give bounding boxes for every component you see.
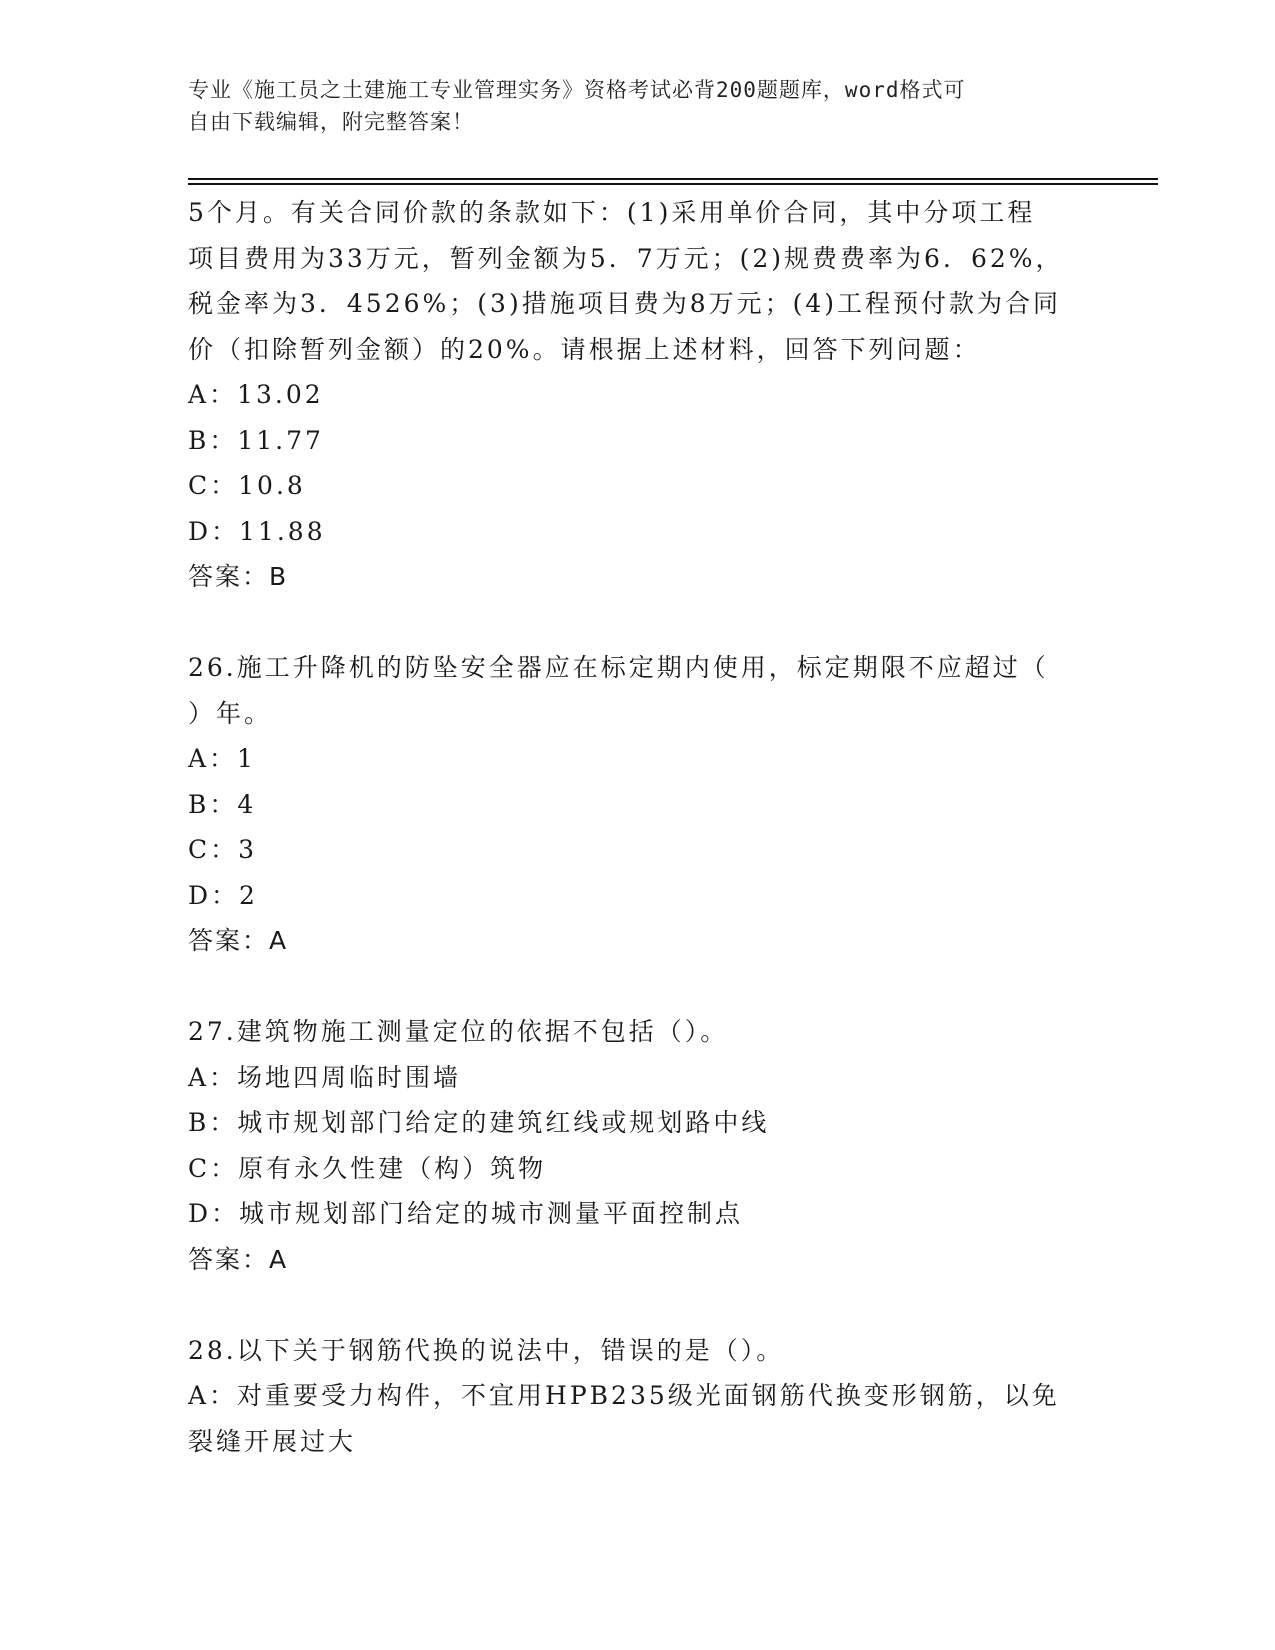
- question-text: ）年。: [188, 698, 273, 728]
- question-27: [188, 1009, 1088, 1282]
- header-title-line-2: 自由下载编辑，附完整答案！: [188, 110, 474, 134]
- option-d: D：2: [188, 880, 258, 910]
- header-rule-bottom: [188, 183, 1158, 185]
- header-rule-top: [188, 178, 1158, 180]
- question-25-continuation: [188, 190, 1088, 600]
- question-text: 5个月。有关合同价款的条款如下：(1)采用单价合同，其中分项工程: [188, 198, 1036, 227]
- question-text: 28.以下关于钢筋代换的说法中，错误的是（）。: [188, 1335, 785, 1365]
- option-d: D：城市规划部门给定的城市测量平面控制点: [188, 1199, 744, 1228]
- question-26: [188, 645, 1088, 964]
- answer-label: 答案：A: [188, 1244, 289, 1274]
- option-c: C：10.8: [188, 471, 306, 500]
- answer-label: 答案：B: [188, 562, 289, 591]
- question-text: 26.施工升降机的防坠安全器应在标定期内使用，标定期限不应超过（: [188, 653, 1049, 682]
- document-header: [188, 74, 1068, 138]
- answer-label: 答案：A: [188, 926, 289, 955]
- option-a-continuation: 裂缝开展过大: [188, 1426, 357, 1456]
- question-text: 27.建筑物施工测量定位的依据不包括（）。: [188, 1017, 729, 1046]
- question-text: 价（扣除暂列金额）的20%。请根据上述材料，回答下列问题：: [188, 334, 981, 364]
- question-text: 项目费用为33万元，暂列金额为5．7万元；(2)规费费率为6．62%，: [188, 243, 1064, 273]
- header-title-line-1: 专业《施工员之土建施工专业管理实务》资格考试必背200题题库，word格式可: [188, 78, 966, 102]
- option-a: A：1: [188, 744, 256, 773]
- option-a: A：场地四周临时围墙: [188, 1062, 462, 1092]
- option-b: B：城市规划部门给定的建筑红线或规划路中线: [188, 1108, 770, 1137]
- question-28: [188, 1328, 1088, 1465]
- option-b: B：4: [188, 789, 257, 819]
- document-body: [188, 190, 1088, 1464]
- option-a: A：13.02: [188, 380, 324, 409]
- spacer: [188, 1282, 1088, 1328]
- question-text: 税金率为3．4526%；(3)措施项目费为8万元；(4)工程预付款为合同: [188, 289, 1062, 318]
- option-d: D：11.88: [188, 516, 326, 546]
- option-b: B：11.77: [188, 425, 324, 455]
- option-a: A：对重要受力构件，不宜用HPB235级光面钢筋代换变形钢筋，以免: [188, 1381, 1060, 1410]
- spacer: [188, 964, 1088, 1010]
- option-c: C：3: [188, 835, 258, 864]
- spacer: [188, 600, 1088, 646]
- option-c: C：原有永久性建（构）筑物: [188, 1153, 547, 1183]
